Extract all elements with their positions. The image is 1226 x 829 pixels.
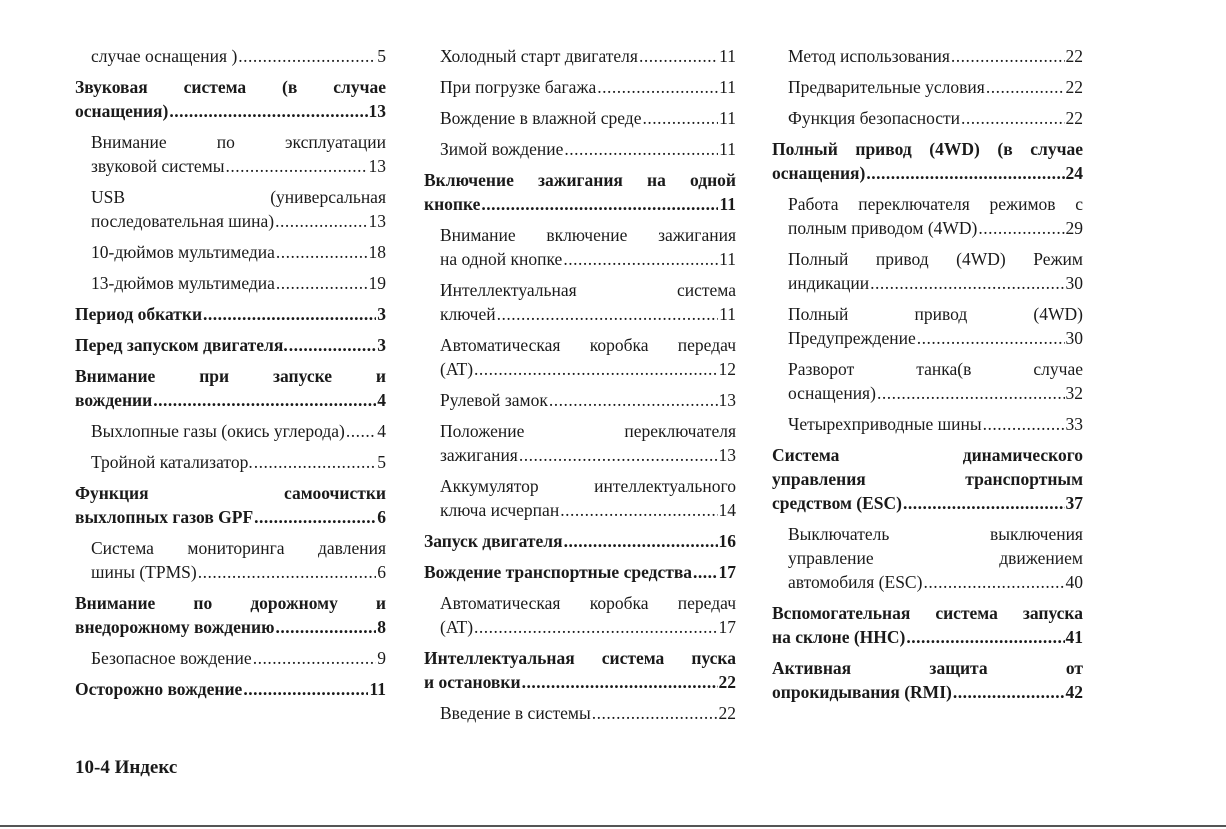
entry-text: полным приводом (4WD): [788, 218, 978, 238]
dot-leader: [953, 680, 1065, 704]
entry-text: Осторожно вождение: [75, 679, 243, 699]
entry-last-line: [772, 161, 1083, 185]
index-heading: [424, 560, 736, 584]
entry-text: (AT): [440, 359, 474, 379]
dot-leader: [474, 615, 717, 639]
entry-last-line: [91, 209, 386, 233]
entry-text-line: Работа переключателя режимов с: [788, 194, 1083, 214]
index-entry: [75, 419, 386, 443]
entry-text: оснащения): [75, 101, 169, 121]
index-column-3: [772, 44, 1083, 711]
entry-text-line: Звуковая система (в случае: [75, 77, 386, 97]
entry-last-line: [91, 44, 386, 68]
entry-text-line: Интеллектуальная система пуска: [424, 648, 736, 668]
page-number: 18: [368, 242, 386, 262]
page-number: 41: [1065, 627, 1083, 647]
dot-leader: [866, 161, 1064, 185]
page-number: 11: [719, 194, 736, 214]
index-entry: [424, 388, 736, 412]
entry-text: Холодный старт двигателя: [440, 46, 638, 66]
entry-last-line: [440, 357, 736, 381]
entry-last-line: [91, 419, 386, 443]
entry-last-line: [424, 192, 736, 216]
page-number: 30: [1065, 273, 1083, 293]
entry-last-line: [75, 333, 386, 357]
entry-text: вождении: [75, 390, 153, 410]
index-entry: [424, 137, 736, 161]
dot-leader: [169, 99, 367, 123]
page-number: 4: [377, 421, 386, 441]
entry-text: Зимой вождение: [440, 139, 564, 159]
entry-last-line: [424, 670, 736, 694]
index-column-2: [424, 44, 736, 732]
page-number: 4: [377, 390, 386, 410]
dot-leader: [639, 44, 718, 68]
page-number: 13: [368, 156, 386, 176]
entry-text: кнопке: [424, 194, 481, 214]
dot-leader: [597, 75, 718, 99]
entry-text: Рулевой замок: [440, 390, 548, 410]
page-number: 5: [377, 452, 386, 472]
entry-text: Выхлопные газы (окись углерода): [91, 421, 345, 441]
entry-text: Безопасное вождение: [91, 648, 252, 668]
index-entry: [424, 223, 736, 271]
index-entry: [772, 106, 1083, 130]
entry-text-line: Выключатель выключения: [788, 524, 1083, 544]
entry-last-line: [772, 625, 1083, 649]
page-number: 33: [1065, 414, 1083, 434]
index-heading: [75, 364, 386, 412]
index-entry: [424, 419, 736, 467]
page-number: 8: [377, 617, 386, 637]
entry-text: звуковой системы: [91, 156, 225, 176]
dot-leader: [522, 670, 718, 694]
dot-leader: [642, 106, 718, 130]
page-number: 12: [718, 359, 736, 379]
page-number: 29: [1065, 218, 1083, 238]
entry-text-line: Активная защита от: [772, 658, 1083, 678]
entry-text-line: Автоматическая коробка передач: [440, 593, 736, 613]
page-number: 17: [718, 562, 736, 582]
page-number: 40: [1065, 572, 1083, 592]
index-heading: [424, 646, 736, 694]
index-entry: [772, 302, 1083, 350]
entry-text: автомобиля (ESC): [788, 572, 923, 592]
dot-leader: [289, 333, 377, 357]
dot-leader: [346, 419, 376, 443]
entry-last-line: [75, 615, 386, 639]
entry-last-line: [440, 106, 736, 130]
entry-text: оснащения): [788, 383, 876, 403]
page-number: 5: [377, 46, 386, 66]
page-number: 16: [718, 531, 736, 551]
entry-last-line: [91, 646, 386, 670]
index-heading: [772, 443, 1083, 515]
entry-text: Четырехприводные шины: [788, 414, 982, 434]
index-entry: [424, 701, 736, 725]
index-entry: [75, 450, 386, 474]
dot-leader: [564, 529, 718, 553]
entry-last-line: [440, 137, 736, 161]
entry-text-line: Внимание по эксплуатации: [91, 132, 386, 152]
entry-last-line: [440, 44, 736, 68]
dot-leader: [243, 677, 368, 701]
entry-last-line: [440, 388, 736, 412]
dot-leader: [497, 302, 719, 326]
page-number: 22: [718, 672, 736, 692]
index-entry: [424, 333, 736, 381]
dot-leader: [564, 137, 718, 161]
dot-leader: [693, 560, 717, 584]
dot-leader: [961, 106, 1064, 130]
entry-text-line: Разворот танка(в случае: [788, 359, 1083, 379]
entry-last-line: [75, 99, 386, 123]
page-number: 42: [1065, 682, 1083, 702]
page-number: 13: [718, 390, 736, 410]
entry-text: средством (ESC): [772, 493, 902, 513]
dot-leader: [923, 570, 1064, 594]
entry-text-line: Полный привод (4WD): [788, 304, 1083, 324]
page-number: 37: [1065, 493, 1083, 513]
index-entry: [772, 247, 1083, 295]
entry-last-line: [91, 240, 386, 264]
page-number: 24: [1065, 163, 1083, 183]
entry-text-line: Внимание при запуске и: [75, 366, 386, 386]
index-entry: [424, 75, 736, 99]
dot-leader: [951, 44, 1065, 68]
bottom-rule: [0, 825, 1226, 827]
page-number: 22: [1065, 77, 1083, 97]
entry-text: внедорожному вождению: [75, 617, 275, 637]
dot-leader: [238, 44, 376, 68]
index-entry: [75, 240, 386, 264]
index-heading: [424, 168, 736, 216]
page-number: 32: [1065, 383, 1083, 403]
entry-text: Введение в системы: [440, 703, 591, 723]
dot-leader: [254, 505, 376, 529]
page-number: 11: [719, 77, 736, 97]
entry-text-line: Внимание по дорожному и: [75, 593, 386, 613]
page-number: 11: [719, 249, 736, 269]
dot-leader: [276, 240, 368, 264]
entry-text-line: Аккумулятор интеллектуального: [440, 476, 736, 496]
page-number: 17: [718, 617, 736, 637]
index-heading: [75, 481, 386, 529]
dot-leader: [563, 247, 718, 271]
page-number: 22: [1065, 108, 1083, 128]
entry-last-line: [440, 701, 736, 725]
entry-text: зажигания: [440, 445, 518, 465]
dot-leader: [153, 388, 376, 412]
entry-text-line: Положение переключателя: [440, 421, 736, 441]
dot-leader: [225, 154, 367, 178]
index-entry: [772, 192, 1083, 240]
entry-text-line: USB (универсальная: [91, 187, 386, 207]
page-number: 3: [377, 304, 386, 324]
entry-last-line: [75, 302, 386, 326]
entry-text: Метод использования: [788, 46, 950, 66]
entry-last-line: [75, 388, 386, 412]
entry-text: индикации: [788, 273, 870, 293]
entry-text: выхлопных газов GPF: [75, 507, 254, 527]
index-heading: [75, 677, 386, 701]
entry-last-line: [440, 302, 736, 326]
entry-text: Предварительные условия: [788, 77, 985, 97]
dot-leader: [877, 381, 1065, 405]
index-entry: [75, 271, 386, 295]
entry-last-line: [788, 570, 1083, 594]
entry-last-line: [772, 680, 1083, 704]
dot-leader: [978, 216, 1064, 240]
entry-last-line: [788, 271, 1083, 295]
index-entry: [75, 536, 386, 584]
dot-leader: [592, 701, 718, 725]
entry-text: последовательная шина): [91, 211, 275, 231]
entry-text: на склоне (HHC): [772, 627, 906, 647]
entry-last-line: [788, 381, 1083, 405]
entry-last-line: [91, 154, 386, 178]
dot-leader: [519, 443, 718, 467]
entry-text-line: Полный привод (4WD) Режим: [788, 249, 1083, 269]
dot-leader: [474, 357, 717, 381]
index-entry: [772, 412, 1083, 436]
entry-text: Перед запуском двигателя.: [75, 335, 288, 355]
entry-last-line: [424, 560, 736, 584]
entry-last-line: [788, 75, 1083, 99]
entry-text: Запуск двигателя: [424, 531, 563, 551]
page-number: 6: [377, 562, 386, 582]
page-number: 13: [368, 211, 386, 231]
dot-leader: [275, 209, 367, 233]
dot-leader: [870, 271, 1064, 295]
page-number: 13: [368, 101, 386, 121]
entry-text: 10-дюймов мультимедиа: [91, 242, 275, 262]
index-entry: [424, 44, 736, 68]
entry-text-line: Внимание включение зажигания: [440, 225, 736, 245]
index-entry: [424, 106, 736, 130]
page-number: 22: [718, 703, 736, 723]
entry-last-line: [440, 615, 736, 639]
index-heading: [75, 302, 386, 326]
page-number: 11: [719, 46, 736, 66]
entry-last-line: [788, 44, 1083, 68]
index-entry: [75, 130, 386, 178]
index-heading: [772, 656, 1083, 704]
entry-text: ключей: [440, 304, 496, 324]
page-number: 13: [718, 445, 736, 465]
entry-text: При погрузке багажа: [440, 77, 597, 97]
dot-leader: [276, 271, 368, 295]
entry-text: Функция безопасности: [788, 108, 961, 128]
entry-text-line: Система мониторинга давления: [91, 538, 386, 558]
dot-leader: [198, 560, 377, 584]
dot-leader: [481, 192, 718, 216]
dot-leader: [203, 302, 376, 326]
entry-last-line: [772, 491, 1083, 515]
entry-last-line: [91, 560, 386, 584]
index-heading: [772, 137, 1083, 185]
page-number: 19: [368, 273, 386, 293]
page-number: 3: [377, 335, 386, 355]
entry-text-line: Автоматическая коробка передач: [440, 335, 736, 355]
dot-leader: [253, 646, 377, 670]
page-number: 9: [377, 648, 386, 668]
entry-last-line: [788, 412, 1083, 436]
entry-text: 13-дюймов мультимедиа: [91, 273, 275, 293]
index-entry: [772, 75, 1083, 99]
index-heading: [772, 601, 1083, 649]
index-entry: [424, 278, 736, 326]
entry-text-line: управление движением: [788, 548, 1083, 568]
entry-text: ключа исчерпан: [440, 500, 560, 520]
entry-text: Вождение транспортные средства: [424, 562, 693, 582]
index-entry: [772, 357, 1083, 405]
entry-last-line: [91, 450, 386, 474]
page-number: 14: [718, 500, 736, 520]
index-entry: [772, 44, 1083, 68]
index-heading: [424, 529, 736, 553]
entry-last-line: [424, 529, 736, 553]
entry-text-line: Включение зажигания на одной: [424, 170, 736, 190]
entry-last-line: [788, 106, 1083, 130]
page-number: 11: [719, 139, 736, 159]
entry-last-line: [440, 443, 736, 467]
entry-text: шины (TPMS): [91, 562, 197, 582]
index-column-1: [75, 44, 386, 708]
page-number: 22: [1065, 46, 1083, 66]
entry-text-line: Функция самоочистки: [75, 483, 386, 503]
entry-last-line: [788, 216, 1083, 240]
dot-leader: [917, 326, 1065, 350]
dot-leader: [254, 450, 377, 474]
entry-text-line: Вспомогательная система запуска: [772, 603, 1083, 623]
page-number: 11: [719, 108, 736, 128]
entry-text-line: Интеллектуальная система: [440, 280, 736, 300]
index-entry: [75, 185, 386, 233]
entry-text: Предупреждение: [788, 328, 916, 348]
dot-leader: [560, 498, 717, 522]
entry-last-line: [75, 677, 386, 701]
entry-text-line: Система динамического: [772, 445, 1083, 465]
entry-last-line: [788, 326, 1083, 350]
dot-leader: [903, 491, 1065, 515]
page-number: 30: [1065, 328, 1083, 348]
dot-leader: [906, 625, 1064, 649]
entry-text: случае оснащения ): [91, 46, 238, 66]
index-entry: [75, 44, 386, 68]
index-entry: [424, 591, 736, 639]
page-footer: 10-4 Индекс: [75, 757, 178, 778]
index-heading: [75, 591, 386, 639]
entry-last-line: [440, 247, 736, 271]
entry-last-line: [91, 271, 386, 295]
dot-leader: [983, 412, 1065, 436]
page-number: 11: [369, 679, 386, 699]
dot-leader: [549, 388, 718, 412]
entry-last-line: [440, 75, 736, 99]
page-number: 6: [377, 507, 386, 527]
entry-last-line: [440, 498, 736, 522]
entry-text-line: Полный привод (4WD) (в случае: [772, 139, 1083, 159]
dot-leader: [275, 615, 376, 639]
entry-text: и остановки: [424, 672, 521, 692]
entry-last-line: [75, 505, 386, 529]
entry-text: опрокидывания (RMI): [772, 682, 952, 702]
index-entry: [75, 646, 386, 670]
entry-text-line: управления транспортным: [772, 469, 1083, 489]
entry-text: Тройной катализатор.: [91, 452, 253, 472]
index-heading: [75, 333, 386, 357]
index-entry: [772, 522, 1083, 594]
entry-text: оснащения): [772, 163, 866, 183]
page-number: 11: [719, 304, 736, 324]
entry-text: Период обкатки: [75, 304, 203, 324]
index-entry: [424, 474, 736, 522]
entry-text: (AT): [440, 617, 474, 637]
dot-leader: [986, 75, 1065, 99]
entry-text: на одной кнопке: [440, 249, 563, 269]
entry-text: Вождение в влажной среде: [440, 108, 642, 128]
index-heading: [75, 75, 386, 123]
